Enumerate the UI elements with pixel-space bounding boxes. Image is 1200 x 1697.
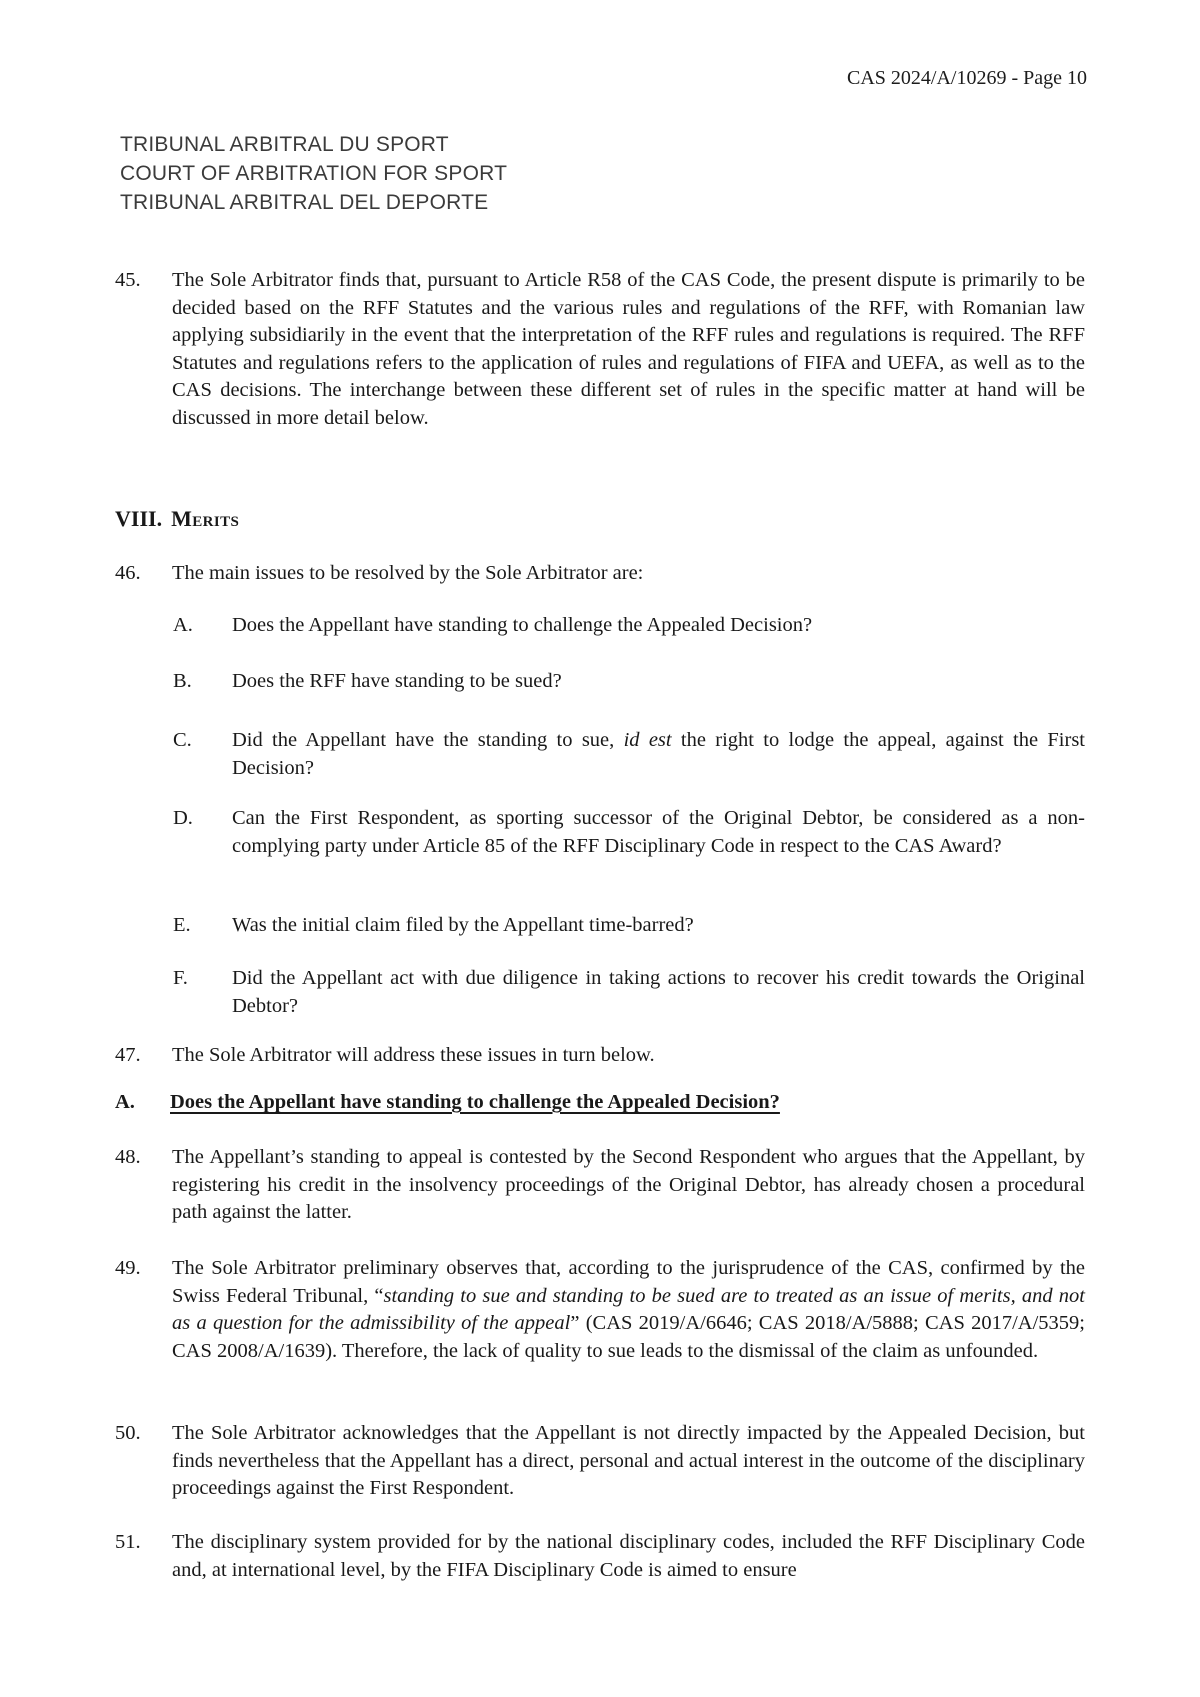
letterhead-line-french: TRIBUNAL ARBITRAL DU SPORT <box>120 133 449 156</box>
paragraph-49-text-post: ” (CAS 2019/A/6646; CAS 2018/A/5888; CAS 2017/A/5359; CAS 2008/A/1639). Therefore, the lack of quality to sue leads to the dismissal of the claim as unfounded. <box>172 1312 1085 1362</box>
paragraph-49-quotation: standing to sue and standing to be sued are to treated as an issue of merits, and not as a question for the admissibility of the appeal <box>172 1284 1085 1334</box>
paragraph-49-number: 49. <box>115 1257 141 1279</box>
paragraph-46 <box>115 560 1085 588</box>
issue-e-text: Was the initial claim filed by the Appellant time-barred? <box>232 914 694 936</box>
issue-item-b <box>115 668 1085 696</box>
paragraph-50-number: 50. <box>115 1422 141 1444</box>
issue-f-text: Did the Appellant act with due diligence in taking actions to recover his credit towards the Original Debtor? <box>232 967 1085 1017</box>
issue-a-text: Does the Appellant have standing to challenge the Appealed Decision? <box>232 614 813 636</box>
section-heading-merits <box>115 505 1085 533</box>
paragraph-48-text: The Appellant’s standing to appeal is contested by the Second Respondent who argues that the Appellant, by registering his credit in the insolvency proceedings of the Original Debtor, has already chosen a procedural path against the latter. <box>172 1146 1085 1223</box>
issue-d-letter: D. <box>173 807 193 829</box>
issue-f-letter: F. <box>173 967 188 989</box>
section-title: Merits <box>171 506 240 531</box>
paragraph-49-text <box>115 1255 1085 1365</box>
page-header-case-reference: CAS 2024/A/10269 - Page 10 <box>847 67 1087 89</box>
issue-item-d <box>115 805 1085 860</box>
section-number: VIII. <box>115 506 163 531</box>
issue-b-letter: B. <box>173 670 192 692</box>
issue-item-e <box>115 912 1085 940</box>
paragraph-45-text: The Sole Arbitrator finds that, pursuant to Article R58 of the CAS Code, the present dispute is primarily to be decided based on the RFF Statutes and the various rules and regulations of the RFF, with Romanian law applying subsidiarily in the event that the interpretation of the RFF rules and regulations is required. The RFF Statutes and regulations refers to the application of rules and regulations of FIFA and UEFA, as well as to the CAS decisions. The interchange between these different set of rules in the specific matter at hand will be discussed in more detail below. <box>172 269 1085 429</box>
letterhead-line-english: COURT OF ARBITRATION FOR SPORT <box>120 162 508 185</box>
paragraph-50-text: The Sole Arbitrator acknowledges that the Appellant is not directly impacted by the Appealed Decision, but finds nevertheless that the Appellant has a direct, personal and actual interest in the outcome of the disciplinary proceedings against the First Respondent. <box>172 1422 1085 1499</box>
issue-e-letter: E. <box>173 914 191 936</box>
sub-heading-a <box>115 1089 1085 1117</box>
paragraph-46-text: The main issues to be resolved by the Sole Arbitrator are: <box>172 562 644 584</box>
paragraph-47-text: The Sole Arbitrator will address these issues in turn below. <box>172 1044 655 1066</box>
paragraph-51-text: The disciplinary system provided for by the national disciplinary codes, included the RFF Disciplinary Code and, at international level, by the FIFA Disciplinary Code is aimed to ensure <box>172 1531 1085 1581</box>
paragraph-45-number: 45. <box>115 269 141 291</box>
issue-c-text-pre: Did the Appellant have the standing to sue, <box>232 729 624 751</box>
paragraph-51 <box>115 1529 1085 1584</box>
sub-heading-a-letter: A. <box>115 1091 135 1113</box>
letterhead <box>120 130 507 217</box>
issue-item-c <box>115 727 1085 782</box>
issue-item-a <box>115 612 1085 640</box>
issue-c-letter: C. <box>173 729 192 751</box>
paragraph-50 <box>115 1420 1085 1503</box>
issue-a-letter: A. <box>173 614 193 636</box>
paragraph-47-number: 47. <box>115 1044 141 1066</box>
paragraph-47 <box>115 1042 1085 1070</box>
issue-b-text: Does the RFF have standing to be sued? <box>232 670 562 692</box>
letterhead-line-spanish: TRIBUNAL ARBITRAL DEL DEPORTE <box>120 191 489 214</box>
paragraph-48-number: 48. <box>115 1146 141 1168</box>
issue-d-text: Can the First Respondent, as sporting successor of the Original Debtor, be considered as a non-complying party under Article 85 of the RFF Disciplinary Code in respect to the CAS Award? <box>232 807 1085 857</box>
paragraph-49 <box>115 1255 1085 1365</box>
paragraph-49-text-pre: The Sole Arbitrator preliminary observes that, according to the jurisprudence of the CAS, confirmed by the Swiss Federal Tribunal, “ <box>172 1257 1085 1307</box>
paragraph-46-number: 46. <box>115 562 141 584</box>
issue-c-text-post: the right to lodge the appeal, against the First Decision? <box>232 729 1086 779</box>
sub-heading-a-title: Does the Appellant have standing to challenge the Appealed Decision? <box>170 1091 780 1113</box>
issue-c-latin-phrase: id est <box>623 729 672 751</box>
paragraph-51-number: 51. <box>115 1531 141 1553</box>
issue-c-text <box>115 727 1085 782</box>
paragraph-45 <box>115 267 1085 432</box>
paragraph-48 <box>115 1144 1085 1227</box>
issue-item-f <box>115 965 1085 1020</box>
